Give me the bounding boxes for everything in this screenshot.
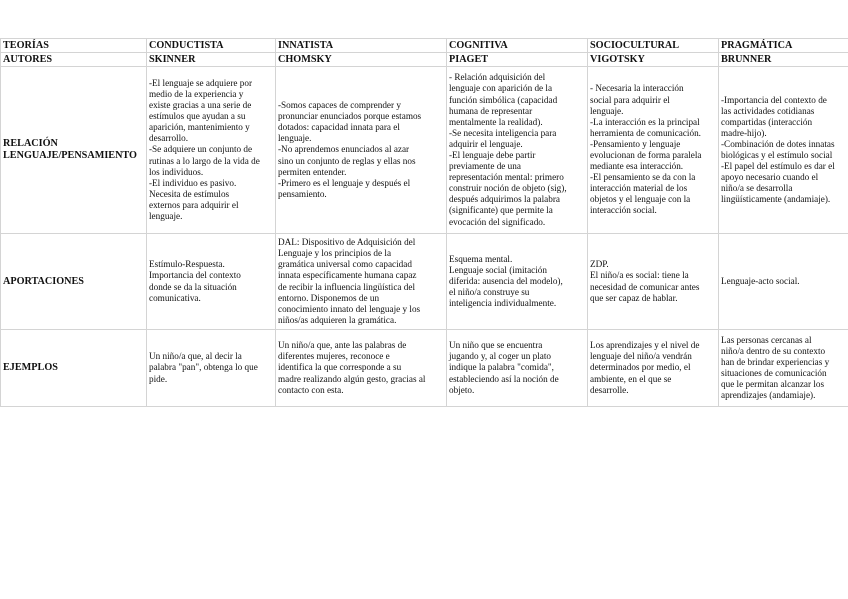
text-line: evolucionan de forma paralela (590, 150, 702, 160)
header-label-cell: TEORÍAS (1, 39, 147, 53)
text-line: conocimiento innato del lenguaje y los (278, 303, 421, 314)
text-line: han de brindar experiencias y (721, 356, 830, 367)
text-line: pronunciar enunciados porque estamos (278, 111, 422, 122)
author-piaget: PIAGET (447, 53, 588, 67)
text-line: -El pensamiento se da con la (590, 172, 696, 183)
header-innatista: INNATISTA (276, 39, 447, 53)
text-line: El niño/a es social: tiene la (590, 270, 689, 281)
text-line: donde se da la situación (149, 281, 237, 292)
header-pragmatica: PRAGMÁTICA (719, 39, 848, 53)
aportaciones-cognitiva-cell (447, 234, 588, 330)
text-line: que le permitan alcanzar los (721, 379, 825, 390)
header-cognitiva: COGNITIVA (447, 39, 588, 53)
text-line: el niño/a construye su (449, 287, 530, 298)
ejemplos-label-cell: EJEMPLOS (1, 330, 147, 407)
text-line: después adquirimos la palabra (449, 194, 560, 205)
text-line: comunicativa. (149, 292, 201, 303)
text-line: - Necesaria la interacción (590, 83, 684, 94)
text-line: representación mental: primero (449, 172, 564, 183)
text-line: -Primero es el lenguaje y después el (278, 177, 411, 188)
text-line: -Somos capaces de comprender y (278, 100, 401, 111)
text-line: aparición, mantenimiento y (149, 122, 250, 133)
text-line: Lenguaje y los principios de la (278, 248, 392, 259)
text-line: desarrolle. (590, 384, 629, 395)
text-line: madre-hijo). (721, 127, 767, 138)
text-line: Esquema mental. (449, 253, 513, 264)
relacion-cognitiva-cell (447, 67, 588, 234)
ejemplos-innatista-cell (276, 330, 447, 407)
text-line: rutinas a lo largo de la vida de (149, 155, 260, 166)
text-line: Un niño/a que, ante las palabras de (278, 340, 407, 351)
text-line: diferentes mujeres, reconoce e (278, 351, 390, 362)
relacion-innatista-cell (276, 67, 447, 234)
relacion-row (1, 67, 848, 234)
author-vigotsky: VIGOTSKY (588, 53, 719, 67)
text-line: -Combinación de dotes innatas (721, 138, 835, 149)
text-line: mentalmente la realidad). (449, 116, 543, 127)
text-line: Lenguaje social (imitación (449, 264, 547, 275)
text-line: madre realizando algún gesto, gracias al (278, 373, 426, 384)
header-sociocultural: SOCIOCULTURAL (588, 39, 719, 53)
text-line: -No aprendemos enunciados al azar (278, 144, 410, 155)
text-line: objetos y el lenguaje con la (590, 194, 691, 205)
text-line: biológicas y el estímulo social (721, 150, 833, 160)
text-line: situaciones de comunicación (721, 368, 827, 378)
text-line: -Se necesita inteligencia para (449, 127, 557, 138)
text-line: los individuos. (149, 166, 204, 177)
text-line: diferida: ausencia del modelo), (449, 275, 563, 286)
text-line: mediante esa interacción. (590, 161, 684, 172)
relacion-label-line: RELACIÓN (3, 138, 58, 149)
text-line: Un niño/a que, al decir la (149, 351, 242, 362)
author-skinner: SKINNER (147, 53, 276, 67)
text-line: entorno. Disponemos de un (278, 292, 380, 303)
text-line: innata específicamente humana capaz (278, 270, 417, 281)
text-line: estableciendo así la noción de (449, 373, 559, 384)
text-line: lenguaje. (590, 105, 624, 116)
text-line: adquirir el lenguaje. (449, 138, 523, 149)
ejemplos-conductista-cell (147, 330, 276, 407)
text-line: gramática universal como capacidad (278, 259, 412, 270)
authors-row (1, 53, 848, 67)
text-line: -Importancia del contexto de (721, 94, 827, 105)
text-line: interacción material de los (590, 183, 688, 194)
text-line: necesidad de comunicar antes (590, 281, 700, 292)
text-line: las actividades cotidianas (721, 105, 815, 116)
text-line: medio de la experiencia y (149, 88, 244, 99)
aportaciones-innatista-cell (276, 234, 447, 330)
aportaciones-row (1, 234, 848, 330)
text-line: -El lenguaje se adquiere por (149, 77, 253, 88)
text-line: construir noción de objeto (sig), (449, 183, 567, 194)
text-line: lenguaje con aparición de la (449, 83, 553, 94)
ejemplos-sociocultural-cell (588, 330, 719, 407)
text-line: estímulos que ayudan a su (149, 111, 246, 122)
theories-table (0, 38, 848, 407)
text-line: que ser capaz de hablar. (590, 292, 678, 303)
text-line: (significante) que permite la (449, 205, 553, 216)
text-line: pide. (149, 373, 168, 384)
text-line: herramienta de comunicación. (590, 127, 701, 138)
text-line: objeto. (449, 384, 475, 395)
text-line: pensamiento. (278, 188, 327, 199)
text-line: -Se adquiere un conjunto de (149, 144, 253, 155)
text-line: evocación del significado. (449, 216, 546, 227)
text-line: de recibir la influencia lingüística del (278, 281, 415, 292)
relacion-pragmatica-cell (719, 67, 848, 234)
text-line: permiten entender. (278, 166, 347, 177)
text-line: -La interacción es la principal (590, 116, 700, 127)
ejemplos-cognitiva-cell (447, 330, 588, 407)
text-line: - Relación adquisición del (449, 72, 546, 83)
text-line: -El lenguaje debe partir (449, 150, 536, 160)
text-line: Los aprendizajes y el nivel de (590, 340, 700, 351)
text-line: Necesita de estímulos (149, 188, 230, 199)
text-line: Lenguaje-acto social. (721, 275, 800, 286)
text-line: Un niño que se encuentra (449, 340, 543, 351)
aportaciones-sociocultural-cell (588, 234, 719, 330)
text-line: identifica la que corresponde a su (278, 362, 402, 373)
text-line: desarrollo. (149, 133, 189, 144)
text-line: existe gracias a una serie de (149, 100, 252, 111)
text-line: interacción social. (590, 205, 657, 216)
text-line: -El papel del estímulo es dar el (721, 161, 835, 172)
text-line: lingüísticamente (andamiaje). (721, 194, 831, 205)
text-line: aprendizajes (andamiaje). (721, 390, 816, 401)
text-line: Las personas cercanas al (721, 334, 812, 345)
text-line: niño/a se desarrolla (721, 183, 793, 194)
text-line: Importancia del contexto (149, 270, 241, 281)
text-line: sino un conjunto de reglas y ellas nos (278, 155, 416, 166)
author-brunner: BRUNNER (719, 53, 848, 67)
text-line: niño/a dentro de su contexto (721, 345, 826, 356)
text-line: palabra "pan", obtenga lo que (149, 362, 258, 373)
aportaciones-pragmatica-cell (719, 234, 848, 330)
text-line: apoyo necesario cuando el (721, 172, 819, 183)
ejemplos-row (1, 330, 848, 407)
text-line: determinados por medio, el (590, 362, 691, 373)
text-line: función simbólica (capacidad (449, 94, 558, 105)
aportaciones-conductista-cell (147, 234, 276, 330)
text-line: humana de representar (449, 105, 533, 116)
text-line: externos para adquirir el (149, 199, 239, 210)
text-line: previamente de una (449, 161, 521, 172)
text-line: compartidas (interacción (721, 116, 813, 127)
text-line: lenguaje. (149, 211, 183, 222)
text-line: jugando y, al coger un plato (449, 351, 551, 362)
authors-label-cell: AUTORES (1, 53, 147, 67)
relacion-sociocultural-cell (588, 67, 719, 234)
text-line: inteligencia individualmente. (449, 298, 557, 309)
theories-table-container (0, 38, 848, 407)
text-line: ambiente, en el que se (590, 373, 672, 384)
author-chomsky: CHOMSKY (276, 53, 447, 67)
relacion-label-cell (1, 67, 147, 234)
ejemplos-pragmatica-cell (719, 330, 848, 407)
text-line: niños/as adquieren la gramática. (278, 314, 397, 325)
text-line: lenguaje. (278, 133, 312, 144)
text-line: -El individuo es pasivo. (149, 177, 237, 188)
aportaciones-label-cell: APORTACIONES (1, 234, 147, 330)
text-line: dotados: capacidad innata para el (278, 122, 400, 133)
text-line: lenguaje del niño/a vendrán (590, 351, 692, 362)
text-line: indique la palabra "comida", (449, 362, 554, 373)
header-conductista: CONDUCTISTA (147, 39, 276, 53)
relacion-label-line: LENGUAJE/PENSAMIENTO (3, 150, 137, 161)
relacion-conductista-cell (147, 67, 276, 234)
text-line: ZDP. (590, 259, 609, 270)
text-line: -Pensamiento y lenguaje (590, 138, 681, 149)
text-line: social para adquirir el (590, 94, 670, 105)
text-line: Estímulo-Respuesta. (149, 259, 225, 270)
text-line: DAL: Dispositivo de Adquisición del (278, 237, 416, 248)
header-row (1, 39, 848, 53)
text-line: contacto con esta. (278, 384, 344, 395)
